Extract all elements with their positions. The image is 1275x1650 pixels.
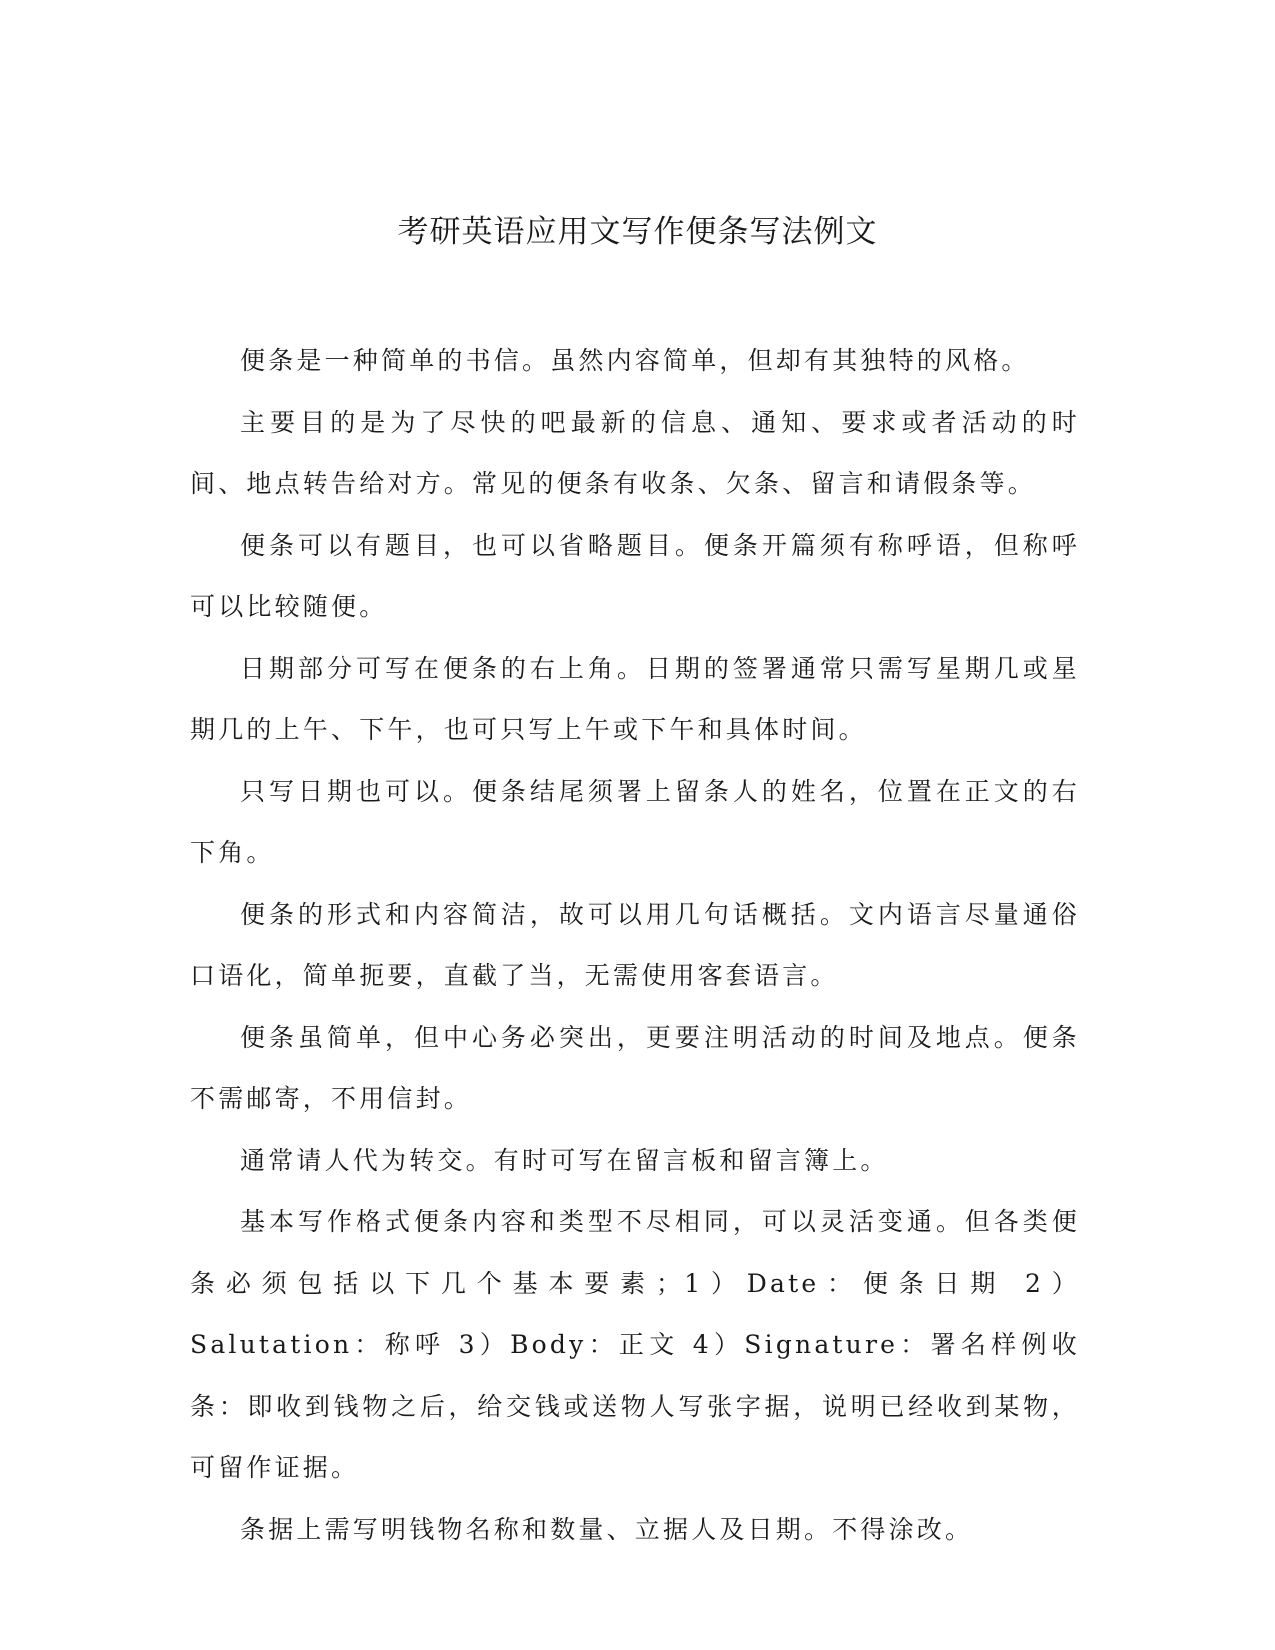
paragraph-6: 便条的形式和内容简洁，故可以用几句话概括。文内语言尽量通俗口语化，简单扼要，直截了当，无需使用客套语言。: [190, 899, 1080, 990]
paragraph-4: 日期部分可写在便条的右上角。日期的签署通常只需写星期几或星期几的上午、下午，也可只写上午或下午和具体时间。: [190, 653, 1080, 744]
paragraph-9: 基本写作格式便条内容和类型不尽相同，可以灵活变通。但各类便条必须包括以下几个基本要素；1）Date：便条日期 2）Salutation：称呼 3）Body：正文 4）Signature：署名样例收条：即收到钱物之后，给交钱或送物人写张字据，说明已经收到某物，可留作证据。: [190, 1207, 1080, 1482]
paragraph-3: 便条可以有题目，也可以省略题目。便条开篇须有称呼语，但称呼可以比较随便。: [190, 530, 1080, 621]
paragraph-1: 便条是一种简单的书信。虽然内容简单，但却有其独特的风格。: [240, 346, 1030, 375]
document-title: 考研英语应用文写作便条写法例文: [397, 214, 878, 250]
paragraph-2: 主要目的是为了尽快的吧最新的信息、通知、要求或者活动的时间、地点转告给对方。常见的便条有收条、欠条、留言和请假条等。: [190, 407, 1080, 498]
paragraph-8: 通常请人代为转交。有时可写在留言板和留言簿上。: [240, 1145, 889, 1175]
paragraph-7: 便条虽简单，但中心务必突出，更要注明活动的时间及地点。便条不需邮寄，不用信封。: [190, 1022, 1080, 1113]
paragraph-5: 只写日期也可以。便条结尾须署上留条人的姓名，位置在正文的右下角。: [190, 776, 1080, 867]
document-body: [190, 330, 1080, 1560]
paragraph-10: 条据上需写明钱物名称和数量、立据人及日期。不得涂改。: [240, 1514, 974, 1544]
